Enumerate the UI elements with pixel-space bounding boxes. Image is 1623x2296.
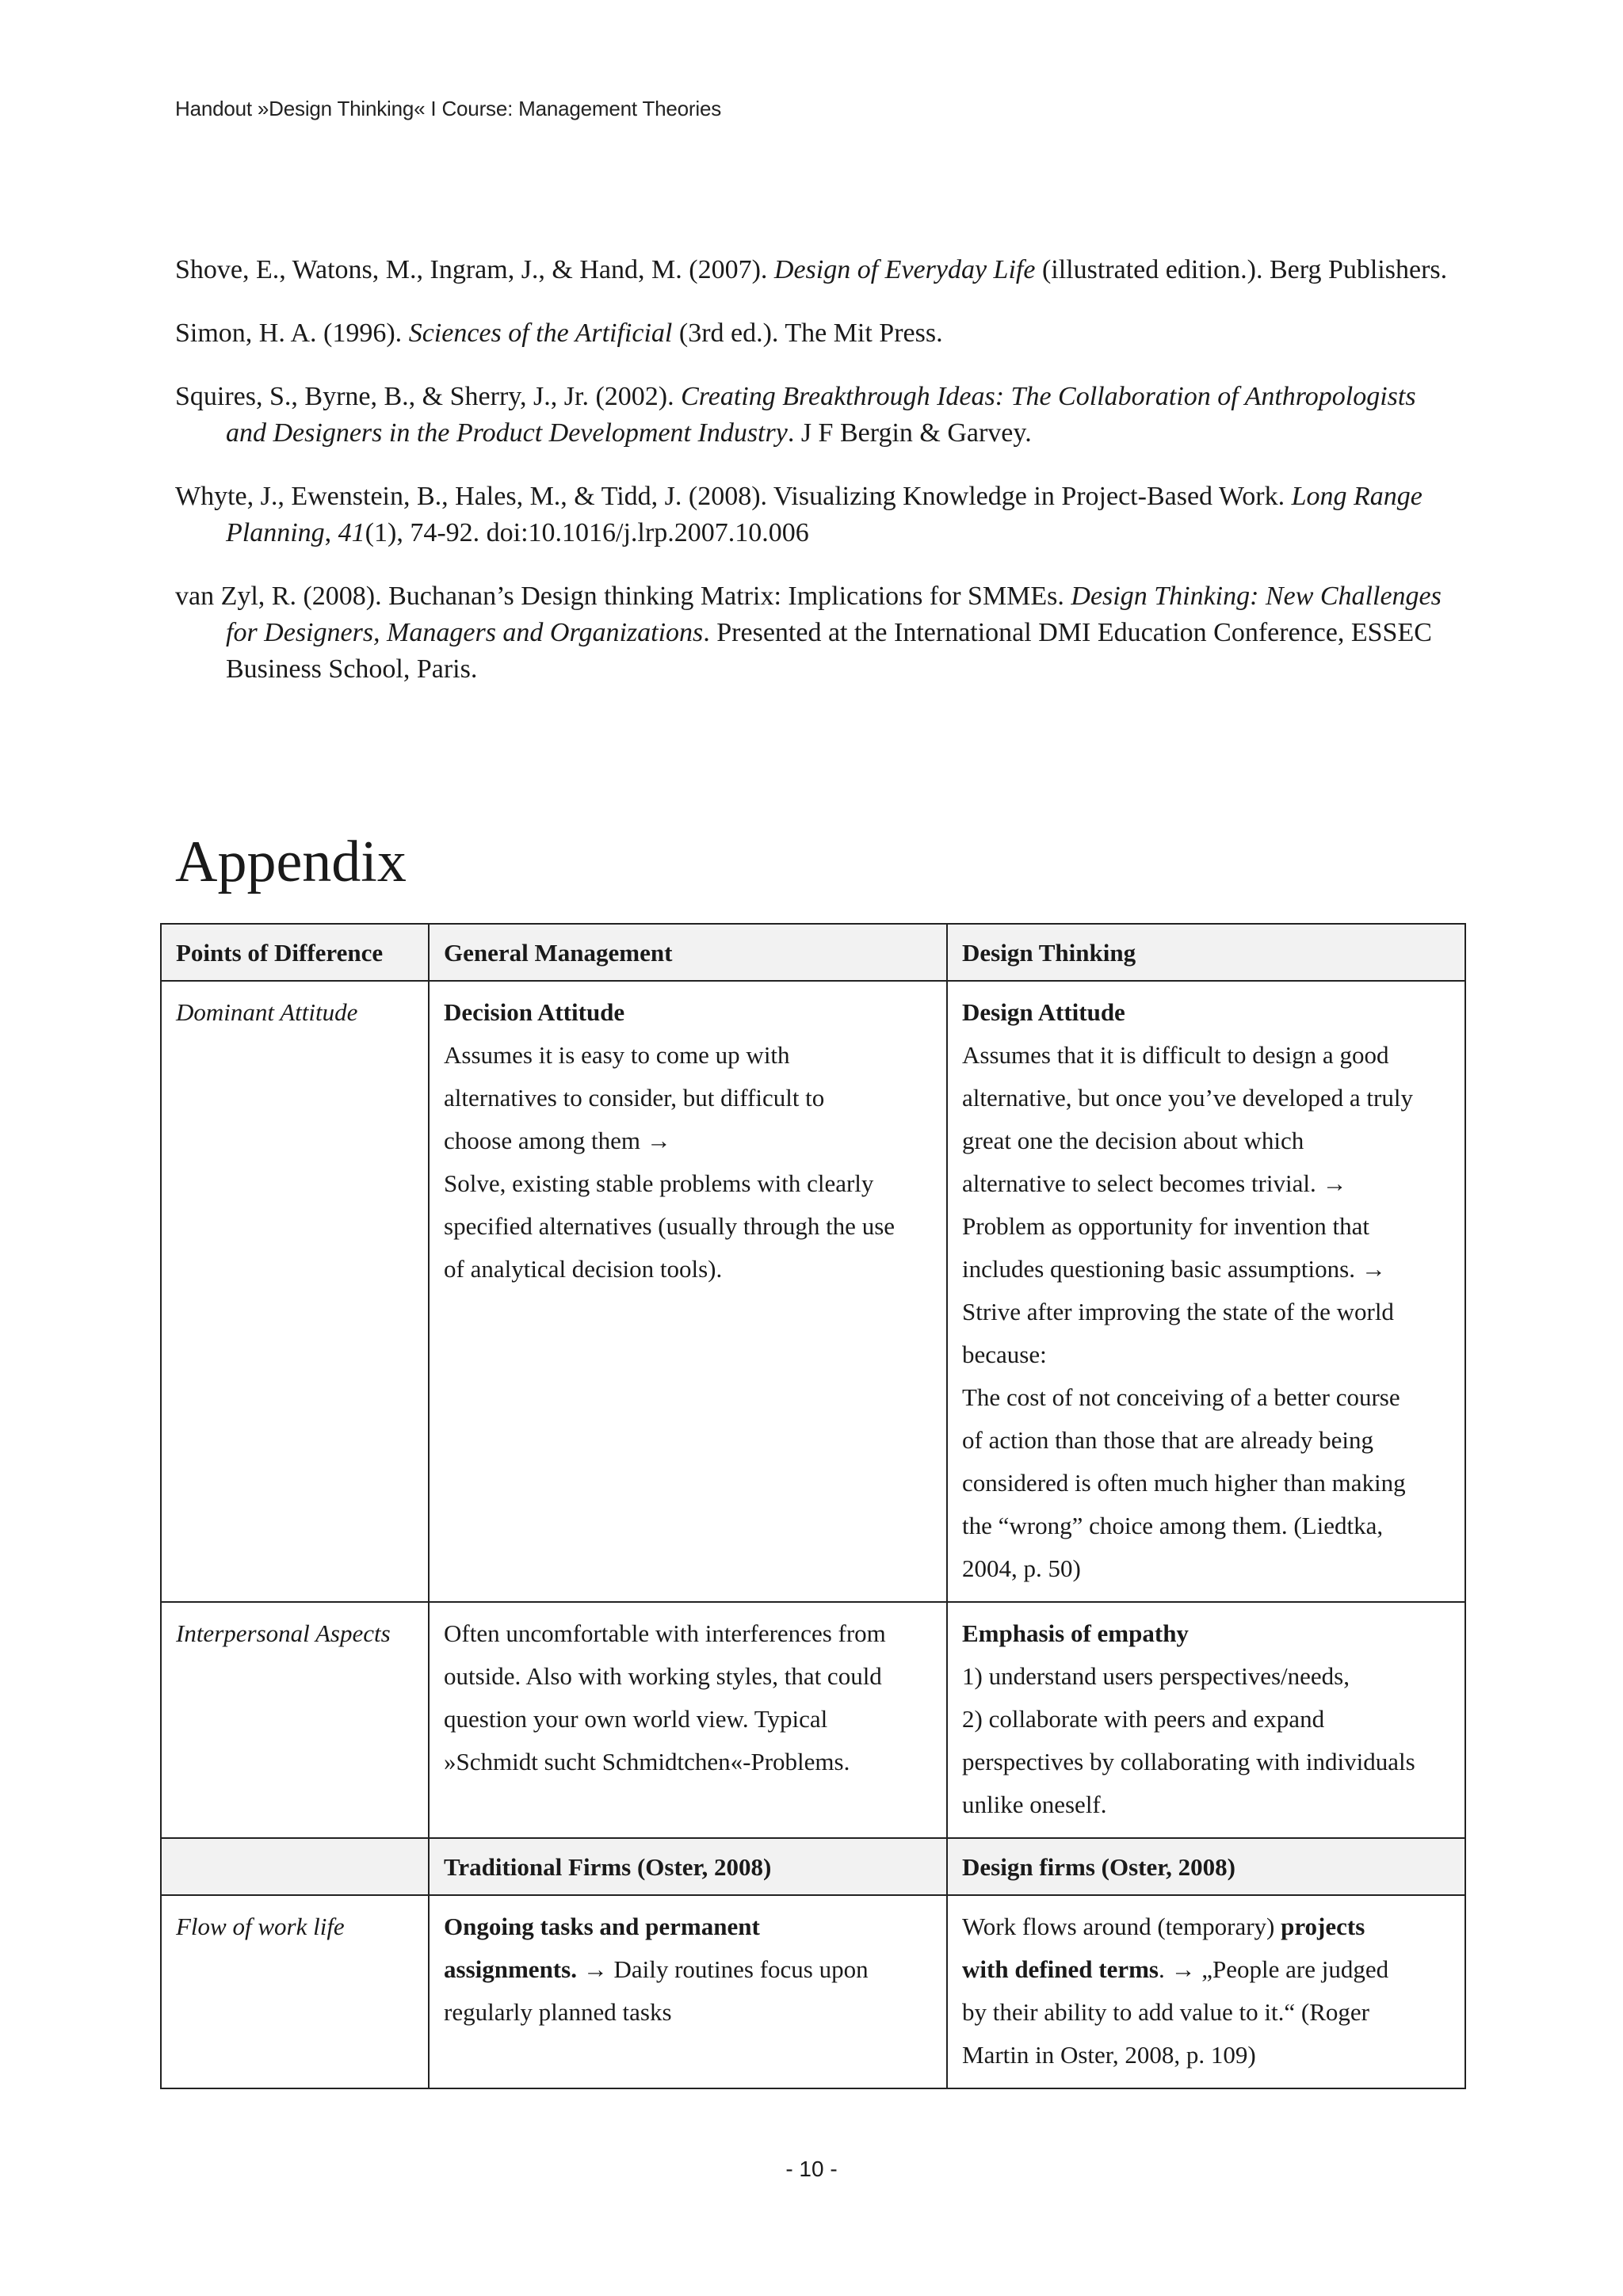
table-subheader-row [161,1838,1465,1895]
table-row [161,1602,1465,1838]
table-row [161,1895,1465,2088]
table-header-row [161,924,1465,981]
table-cell: Ongoing tasks and permanent assignments. → Daily routines focus upon regularly planned tasks [429,1895,947,2088]
reference-item: Squires, S., Byrne, B., & Sherry, J., Jr. (2002). Creating Breakthrough Ideas: The Collaboration of Anthropologists and Designers in the Product Development Industry. J F Bergin & Garvey. [175,382,1416,448]
row-label: Dominant Attitude [161,981,429,1602]
running-header: Handout »Design Thinking« I Course: Management Theories [175,97,722,120]
column-header: Points of Difference [161,924,429,981]
reference-item: van Zyl, R. (2008). Buchanan’s Design thinking Matrix: Implications for SMMEs. Design Thinking: New Challenges for Designers, Managers and Organizations. Presented at the International DMI Education Conference, ESSEC Business School, Paris. [175,582,1442,684]
appendix-heading: Appendix [175,830,407,894]
reference-list [175,252,1459,710]
column-header: General Management [429,924,947,981]
subheader-cell: Traditional Firms (Oster, 2008) [429,1838,947,1895]
reference-item: Whyte, J., Ewenstein, B., Hales, M., & Tidd, J. (2008). Visualizing Knowledge in Project-Based Work. Long Range Planning, 41(1), 74-92. doi:10.1016/j.lrp.2007.10.006 [175,482,1423,547]
reference-item: Simon, H. A. (1996). Sciences of the Artificial (3rd ed.). The Mit Press. [175,318,943,348]
table-row [161,981,1465,1602]
subheader-cell: Design firms (Oster, 2008) [947,1838,1465,1895]
reference-item: Shove, E., Watons, M., Ingram, J., & Hand, M. (2007). Design of Everyday Life (illustrated edition.). Berg Publishers. [175,255,1448,284]
row-label: Flow of work life [161,1895,429,2088]
table-cell: Often uncomfortable with interferences from outside. Also with working styles, that could question your own world view. Typical »Schmidt sucht Schmidtchen«-Problems. [429,1602,947,1838]
page-number: - 10 - [785,2157,838,2181]
subheader-cell [161,1838,429,1895]
table-cell: Decision Attitude Assumes it is easy to come up with alternatives to consider, but difficult to choose among them → Solve, existing stable problems with clearly specified alternatives (usually through the use of analytical decision tools). [429,981,947,1602]
table-cell: Emphasis of empathy 1) understand users perspectives/needs, 2) collaborate with peers and expand perspectives by collaborating with individuals unlike oneself. [947,1602,1465,1838]
comparison-table [160,923,1466,2089]
table-cell: Work flows around (temporary) projects with defined terms. → „People are judged by their ability to add value to it.“ (Roger Martin in Oster, 2008, p. 109) [947,1895,1465,2088]
table-cell: Design Attitude Assumes that it is difficult to design a good alternative, but once you’ve developed a truly great one the decision about which alternative to select becomes trivial. → Problem as opportunity for invention that includes questioning basic assumptions. → Strive after improving the state of the world because: The cost of not conceiving of a better course of action than those that are already being considered is often much higher than making the “wrong” choice among them. (Liedtka, 2004, p. 50) [947,981,1465,1602]
row-label: Interpersonal Aspects [161,1602,429,1838]
column-header: Design Thinking [947,924,1465,981]
